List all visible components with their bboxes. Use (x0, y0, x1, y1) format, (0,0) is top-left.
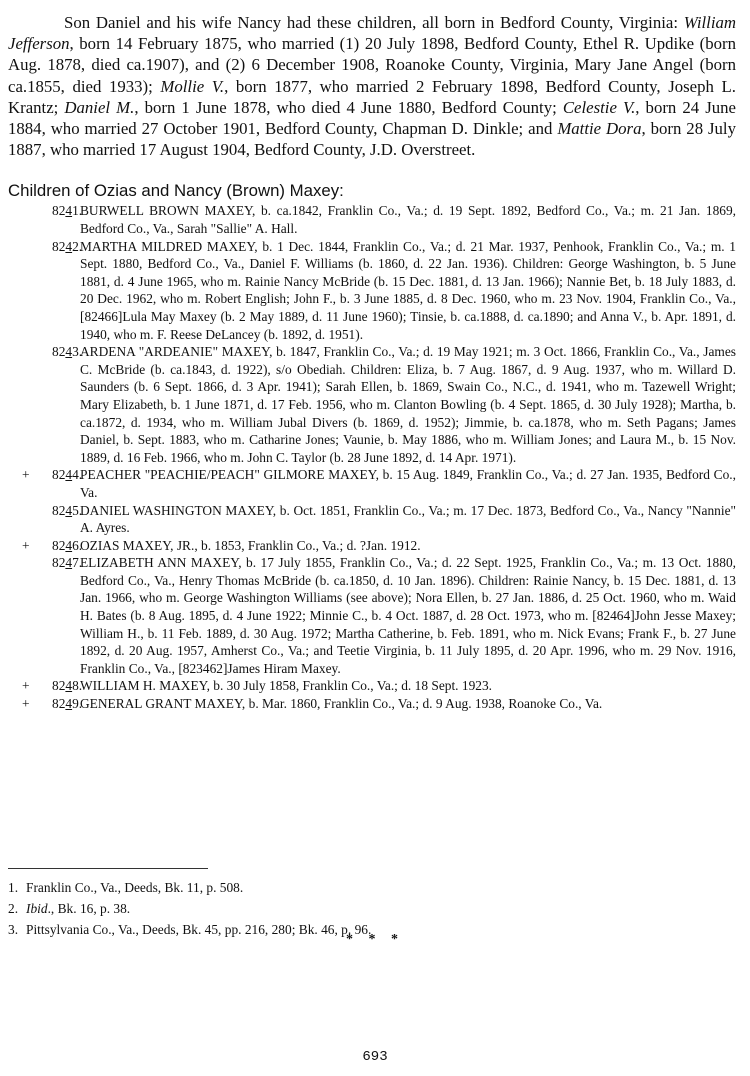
list-item (8, 677, 736, 695)
footnote-text: Franklin Co., Va., Deeds, Bk. 11, p. 508. (26, 880, 244, 895)
child-name: Mattie Dora (557, 119, 642, 139)
list-item (8, 466, 736, 501)
page-number: 693 (362, 1049, 388, 1065)
section-heading: Children of Ozias and Nancy (Brown) Maxey: (8, 181, 344, 201)
entry-number: 8242. (52, 238, 83, 254)
entry-plus: + (22, 696, 30, 712)
entry-text: ARDENA "ARDEANIE" MAXEY, b. 1847, Franklin Co., Va.; d. 19 May 1921; m. 3 Oct. 1866, Franklin Co., Va., James C. McBride (b. ca.1843, d. 1922), s/o Obediah. Children: Eliza, b. 7 Aug. 1867, d. 9 Aug. 1937, who m. Willard D. Saunders (b. 6 Sept. 1866, d. 3 Apr. 1941); Sarah Ellen, b. 1869, Swain Co., N.C., d. 1941, who m. Tazewell Wright; Mary Elizabeth, b. 1 June 1871, d. 17 Feb. 1956, who m. Clanton Bowling (b. 4 Sept. 1865, d. 30 July 1928); Martha, b. ca.1872, d. 1934, who m. William Jubal Divers (b. 1869, d. 1952); Jimmie, b. ca.1878, who m. Seth Pagans; James Daniel, b. Sept. 1883, who m. Catharine Jones; Vaunie, b. May 1886, who m. William Jones; and Laura M., b. 15 Nov. 1889, d. 16 Feb. 1966, who m. John C. Taylor (b. 28 June 1892, d. 14 Apr. 1971). (80, 344, 736, 465)
footnote-number: 3. (8, 922, 19, 937)
footnote-rule (8, 868, 208, 877)
entry-number: 8244. (52, 467, 83, 483)
intro-text: , born 14 February 1875, who married (1) 20 July 1898, Bedford County, Ethel R. Updike (born Aug. 1878, died ca.1907), and (2) 6 December 1908, Roanoke County, Virginia, Mary Jane Angel (born ca.1855, died 1933); (8, 34, 736, 96)
intro-text: , born 24 June 1884, who married 27 October 1901, Bedford County, Chapman D. Dinkle; and (8, 97, 736, 139)
footnote (8, 877, 736, 898)
entry-number: 8241. (52, 203, 83, 219)
list-item (8, 537, 736, 555)
entry-text: DANIEL WASHINGTON MAXEY, b. Oct. 1851, Franklin Co., Va.; m. 17 Dec. 1873, Bedford Co., Va., Nancy "Nannie" A. Ayres. (80, 502, 736, 536)
entry-text: MARTHA MILDRED MAXEY, b. 1 Dec. 1844, Franklin Co., Va.; d. 21 Mar. 1937, Penhook, Franklin Co., Va.; m. 1 Sept. 1880, Bedford Co., Va., Daniel F. Williams (b. 1860, d. 22 Jan. 1936). Children: George Washington, b. 5 June 1881, d. 4 June 1965, who m. Rainie Nancy McBride (b. 15 Dec. 1881, d. 13 Jan. 1966); Nannie Bet, b. 18 July 1883, d. 20 Dec. 1962, who m. Robert English; John F., b. 3 June 1885, d. 8 Dec. 1960, who m. 23 Nov. 1904, Franklin Co., Va., [82466]Lula May Maxey (b. 2 May 1889, d. 11 June 1960); Tinsie, b. ca.1888, d. ca.1890; and Anna V., b. Apr. 1891, d. 1940, who m. F. Reese DeLancey (b. 1892, d. 1951). (80, 238, 736, 342)
page-body (8, 12, 736, 713)
footnote-number: 1. (8, 880, 19, 895)
list-item (8, 202, 736, 237)
list-item (8, 502, 736, 537)
section-separator: * * * (346, 932, 404, 947)
entry-number: 8246. (52, 537, 83, 553)
entry-text: PEACHER "PEACHIE/PEACH" GILMORE MAXEY, b. 15 Aug. 1849, Franklin Co., Va.; d. 27 Jan. 1935, Bedford Co., Va. (80, 467, 736, 500)
list-item (8, 695, 736, 713)
intro-paragraph (8, 12, 736, 160)
child-name: William Jefferson (8, 13, 736, 54)
entry-plus: + (22, 467, 30, 483)
list-item (8, 343, 736, 466)
footnote-text: Pittsylvania Co., Va., Deeds, Bk. 45, pp. 216, 280; Bk. 46, p. 96. (26, 922, 372, 937)
entry-list (8, 202, 736, 712)
entry-text: WILLIAM H. MAXEY, b. 30 July 1858, Franklin Co., Va.; d. 18 Sept. 1923. (80, 678, 493, 694)
entry-number: 8245. (52, 502, 83, 518)
intro-text: , born 1 June 1878, who died 4 June 1880, Bedford County; (134, 97, 563, 117)
child-name: Mollie V. (160, 76, 225, 96)
entry-number: 8247. (52, 555, 83, 571)
entry-number: 8248. (52, 678, 83, 694)
footnotes (8, 850, 736, 940)
child-name: Celestie V. (562, 97, 636, 117)
footnote-number: 2. (8, 901, 19, 916)
intro-text: , born 28 July 1887, who married 17 August 1904, Bedford County, J.D. Overstreet. (8, 119, 736, 160)
entry-plus: + (22, 537, 30, 553)
intro-text: , born 1877, who married 2 February 1898, Bedford County, Joseph L. Krantz; (8, 76, 736, 117)
footnote: 2. Ibid., Bk. 16, p. 38. (8, 898, 736, 919)
child-name: Daniel M. (64, 97, 135, 117)
entry-number: 8249. (52, 696, 83, 712)
entry-number: 8243. (52, 344, 83, 360)
entry-plus: + (22, 678, 30, 694)
list-item (8, 554, 736, 677)
entry-text: GENERAL GRANT MAXEY, b. Mar. 1860, Franklin Co., Va.; d. 9 Aug. 1938, Roanoke Co., Va. (80, 696, 603, 712)
entry-text: ELIZABETH ANN MAXEY, b. 17 July 1855, Franklin Co., Va.; d. 22 Sept. 1925, Franklin Co., Va.; m. 13 Oct. 1880, Bedford Co., Va., Henry Thomas McBride (b. ca.1850, d. 10 Jan. 1896). Children: Rainie Nancy, b. 15 Dec. 1881, d. 13 Jan. 1966, who m. George Washington Williams (see above); Nora Ellen, b. 27 Jan. 1886, d. 25 Oct. 1960, who m. Waid H. Bates (b. 8 Aug. 1895, d. 4 June 1922; Minnie C., b. 4 Oct. 1887, d. 28 Oct. 1973, who m. [82464]John Jesse Maxey; William H., b. 11 Feb. 1889, d. 30 Aug. 1972; Martha Catherine, b. Feb. 1891, who m. Nick Evans; Frank F., b. 27 June 1892, d. 20 Aug. 1957, Amherst Co., Va.; and Teetie Virginia, b. 11 July 1895, d. 20 Apr. 1996, who m. 29 Nov. 1916, Franklin Co., Va., [823462]James Hiram Maxey. (80, 555, 736, 676)
intro-text: Son Daniel and his wife Nancy had these children, all born in Bedford County, Virginia: (64, 13, 684, 32)
footnote-text: ., Bk. 16, p. 38. (47, 901, 131, 916)
entry-text: BURWELL BROWN MAXEY, b. ca.1842, Franklin Co., Va.; d. 19 Sept. 1892, Bedford Co., Va.; m. 21 Jan. 1869, Bedford Co., Va., Sarah "Sallie" A. Hall. (80, 203, 736, 237)
list-item (8, 238, 736, 344)
entry-text: OZIAS MAXEY, JR., b. 1853, Franklin Co., Va.; d. ?Jan. 1912. (80, 537, 421, 553)
